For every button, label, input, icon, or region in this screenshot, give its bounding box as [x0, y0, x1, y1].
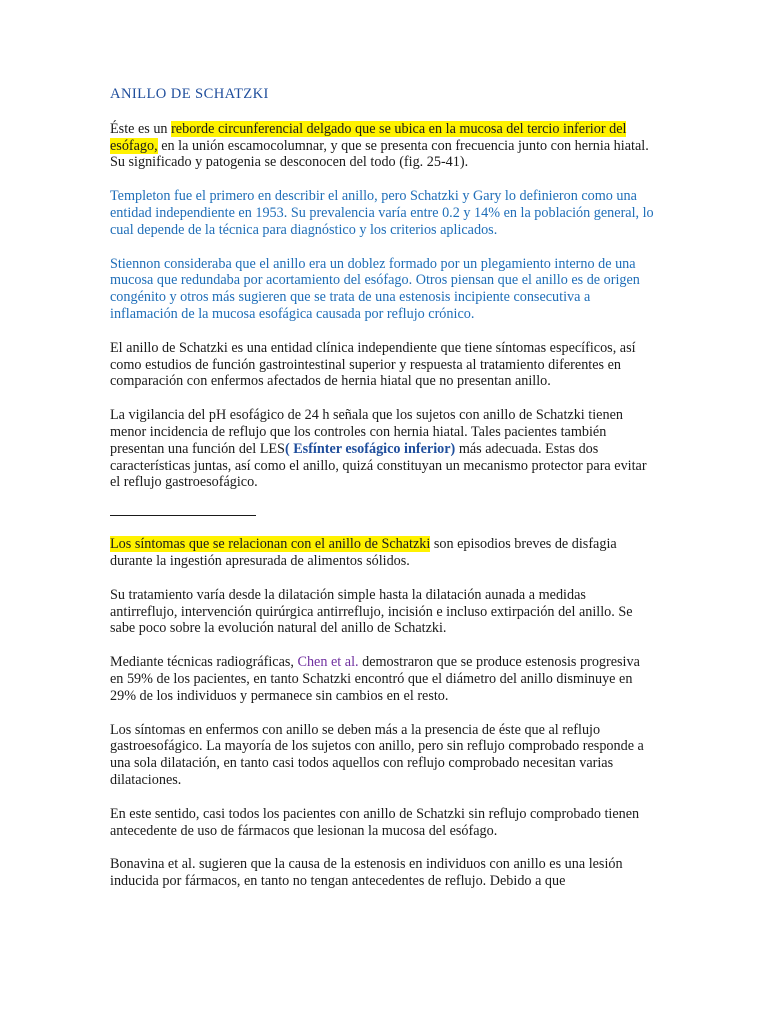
chen-et-al-link[interactable]: Chen et al. [297, 654, 359, 671]
paragraph-definition [110, 121, 656, 171]
paragraph-symptom-causes: Los síntomas en enfermos con anillo se deben más a la presencia de éste que al reflujo gastroesofágico. La mayoría de los sujetos con anillo, pero sin reflujo comprobado responde a una sola dilatación, en tanto casi todos aquellos con reflujo comprobado necesitan varias dilataciones. [110, 721, 644, 788]
p8-post: demostraron que se produce estenosis progresiva en 59% de los pacientes, en tanto Schatzki encontró que el diámetro del anillo disminuye en 29% de los individuos y permanece sin cambios en el resto. [110, 654, 640, 704]
p1-post: en la unión escamocolumnar, y que se presenta con frecuencia junto con hernia hiatal. Su significado y patogenia se desconocen del todo (fig. 25-41). [110, 137, 649, 171]
p1-highlight: reborde circunferencial delgado que se ubica en la mucosa del tercio inferior del esófago, [110, 120, 627, 154]
paragraph-theories: Stiennon consideraba que el anillo era un doblez formado por un plegamiento interno de una mucosa que redundaba por acortamiento del esófago. Otros piensan que el anillo es de origen congénito y otros más sugieren que se trata de una estenosis incipiente consecutiva a inflamación de la mucosa esofágica causada por reflujo crónico. [110, 255, 640, 322]
p5-post: más adecuada. Estas dos características juntas, así como el anillo, quizá constituyan un mecanismo protector para evitar el reflujo gastroesofágico. [110, 440, 647, 491]
p8-pre: Mediante técnicas radiográficas, [110, 654, 298, 671]
paragraph-ph-monitoring [110, 407, 656, 491]
separator-line [110, 515, 256, 516]
p5-pre: La vigilancia del pH esofágico de 24 h señala que los sujetos con anillo de Schatzki tienen menor incidencia de reflujo que los controles con hernia hiatal. Tales pacientes también presentan una función del LES [110, 407, 623, 457]
paragraph-clinical-entity: El anillo de Schatzki es una entidad clínica independiente que tiene síntomas específicos, así como estudios de función gastrointestinal superior y respuesta al tratamiento diferentes en comparación con enfermos afectados de hernia hiatal que no presentan anillo. [110, 339, 636, 390]
paragraph-history: Templeton fue el primero en describir el anillo, pero Schatzki y Gary lo definieron como una entidad independiente en 1953. Su prevalencia varía entre 0.2 y 14% en la población general, lo cual depende de la técnica para diagnóstico y los criterios aplicados. [110, 188, 654, 238]
document-title: ANILLO DE SCHATZKI [110, 86, 269, 102]
p1-pre: Éste es un [110, 120, 172, 137]
p6-highlight: Los síntomas que se relacionan con el anillo de Schatzki [110, 536, 431, 553]
paragraph-radiography [110, 654, 656, 704]
les-definition: ( Esfínter esofágico inferior) [284, 440, 456, 457]
p6-post: son episodios breves de disfagia durante la ingestión apresurada de alimentos sólidos. [110, 536, 617, 569]
paragraph-bonavina: Bonavina et al. sugieren que la causa de la estenosis en individuos con anillo es una lesión inducida por fármacos, en tanto no tengan antecedentes de reflujo. Debido a que [110, 856, 623, 890]
paragraph-symptoms [110, 536, 656, 570]
paragraph-drug-history: En este sentido, casi todos los pacientes con anillo de Schatzki sin reflujo comprobado tienen antecedente de uso de fármacos que lesionan la mucosa del esófago. [110, 805, 640, 839]
paragraph-treatment: Su tratamiento varía desde la dilatación simple hasta la dilatación aunada a medidas antirreflujo, intervención quirúrgica antirreflujo, incisión e incluso extirpación del anillo. Se sabe poco sobre la evolución natural del anillo de Schatzki. [110, 586, 633, 637]
